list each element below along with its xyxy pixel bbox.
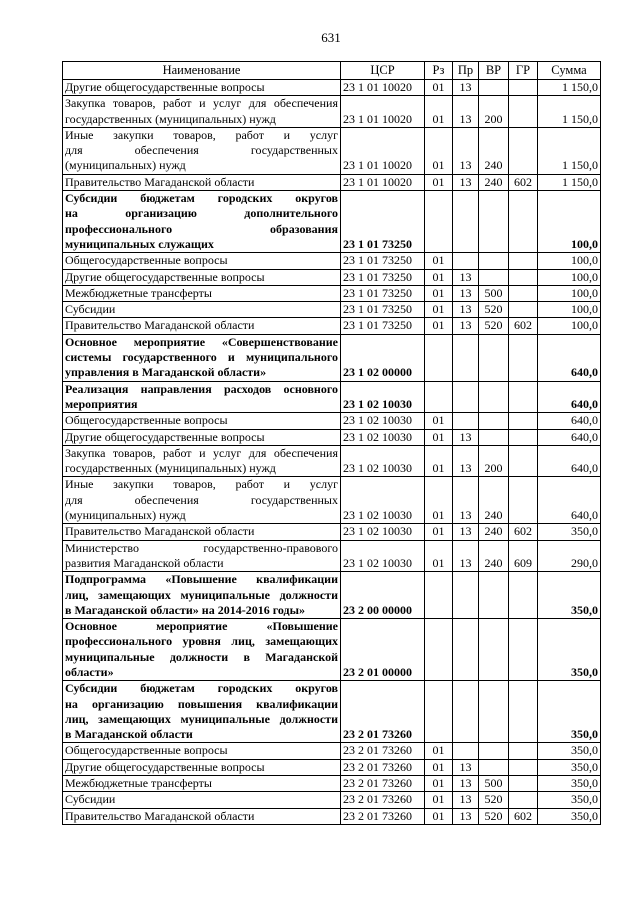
gr-cell (509, 381, 538, 413)
csr-cell: 23 2 01 73260 (341, 792, 425, 808)
gr-cell: 602 (509, 174, 538, 190)
gr-cell (509, 80, 538, 96)
header-rz: Рз (425, 62, 453, 80)
sum-cell: 350,0 (538, 808, 601, 824)
gr-cell (509, 743, 538, 759)
rz-cell: 01 (425, 776, 453, 792)
csr-cell: 23 2 01 00000 (341, 619, 425, 681)
table-row (63, 302, 601, 318)
gr-cell (509, 127, 538, 174)
rz-cell: 01 (425, 743, 453, 759)
table-row (63, 808, 601, 824)
rz-cell (425, 191, 453, 253)
gr-cell (509, 681, 538, 743)
sum-cell: 1 150,0 (538, 80, 601, 96)
vr-cell (479, 743, 509, 759)
rz-cell: 01 (425, 759, 453, 775)
gr-cell (509, 413, 538, 429)
name-cell: Субсидии бюджетам городских округов на организацию дополнительного профессионального образования муниципальных служащих (63, 191, 341, 253)
name-cell: Министерство государственно-правового развития Магаданской области (63, 540, 341, 572)
name-cell: Другие общегосударственные вопросы (63, 269, 341, 285)
rz-cell: 01 (425, 80, 453, 96)
vr-cell: 240 (479, 477, 509, 524)
sum-cell: 100,0 (538, 191, 601, 253)
pr-cell (453, 413, 479, 429)
csr-cell: 23 1 02 10030 (341, 413, 425, 429)
csr-cell: 23 2 00 00000 (341, 572, 425, 619)
pr-cell: 13 (453, 285, 479, 301)
header-name: Наименование (63, 62, 341, 80)
pr-cell: 13 (453, 540, 479, 572)
vr-cell (479, 381, 509, 413)
vr-cell: 240 (479, 174, 509, 190)
name-cell: Иные закупки товаров, работ и услуг для обеспечения государственных (муниципальных) нужд (63, 477, 341, 524)
csr-cell: 23 1 01 10020 (341, 96, 425, 128)
header-row (63, 62, 601, 80)
sum-cell: 100,0 (538, 318, 601, 334)
sum-cell: 350,0 (538, 776, 601, 792)
vr-cell: 200 (479, 96, 509, 128)
rz-cell: 01 (425, 318, 453, 334)
vr-cell: 240 (479, 127, 509, 174)
pr-cell: 13 (453, 792, 479, 808)
sum-cell: 640,0 (538, 429, 601, 445)
csr-cell: 23 2 01 73260 (341, 743, 425, 759)
table-row (63, 759, 601, 775)
pr-cell: 13 (453, 524, 479, 540)
name-cell: Другие общегосударственные вопросы (63, 80, 341, 96)
table-row (63, 540, 601, 572)
rz-cell (425, 334, 453, 381)
pr-cell: 13 (453, 477, 479, 524)
pr-cell (453, 743, 479, 759)
sum-cell: 100,0 (538, 269, 601, 285)
table-row (63, 269, 601, 285)
csr-cell: 23 2 01 73260 (341, 776, 425, 792)
name-cell: Другие общегосударственные вопросы (63, 759, 341, 775)
sum-cell: 640,0 (538, 445, 601, 477)
name-cell: Общегосударственные вопросы (63, 743, 341, 759)
table-row (63, 524, 601, 540)
name-cell: Правительство Магаданской области (63, 808, 341, 824)
csr-cell: 23 2 01 73260 (341, 808, 425, 824)
rz-cell: 01 (425, 174, 453, 190)
rz-cell: 01 (425, 540, 453, 572)
sum-cell: 350,0 (538, 759, 601, 775)
vr-cell: 520 (479, 808, 509, 824)
sum-cell: 350,0 (538, 524, 601, 540)
pr-cell: 13 (453, 808, 479, 824)
gr-cell (509, 96, 538, 128)
pr-cell: 13 (453, 445, 479, 477)
rz-cell (425, 681, 453, 743)
table-row (63, 572, 601, 619)
sum-cell: 350,0 (538, 619, 601, 681)
table-header (63, 62, 601, 80)
gr-cell (509, 759, 538, 775)
table-row (63, 681, 601, 743)
table-row (63, 334, 601, 381)
header-pr: Пр (453, 62, 479, 80)
gr-cell (509, 269, 538, 285)
vr-cell: 520 (479, 792, 509, 808)
name-cell: Правительство Магаданской области (63, 318, 341, 334)
rz-cell: 01 (425, 445, 453, 477)
sum-cell: 640,0 (538, 334, 601, 381)
name-cell: Правительство Магаданской области (63, 174, 341, 190)
vr-cell: 240 (479, 524, 509, 540)
name-cell: Иные закупки товаров, работ и услуг для обеспечения государственных (муниципальных) нужд (63, 127, 341, 174)
sum-cell: 100,0 (538, 302, 601, 318)
vr-cell (479, 429, 509, 445)
name-cell: Субсидии (63, 792, 341, 808)
csr-cell: 23 1 02 10030 (341, 381, 425, 413)
name-cell: Правительство Магаданской области (63, 524, 341, 540)
gr-cell (509, 302, 538, 318)
rz-cell: 01 (425, 253, 453, 269)
pr-cell: 13 (453, 318, 479, 334)
table-row (63, 413, 601, 429)
rz-cell: 01 (425, 413, 453, 429)
sum-cell: 350,0 (538, 792, 601, 808)
gr-cell (509, 253, 538, 269)
pr-cell: 13 (453, 80, 479, 96)
pr-cell (453, 619, 479, 681)
table-row (63, 174, 601, 190)
sum-cell: 350,0 (538, 572, 601, 619)
pr-cell: 13 (453, 127, 479, 174)
vr-cell (479, 334, 509, 381)
name-cell: Общегосударственные вопросы (63, 413, 341, 429)
header-vr: ВР (479, 62, 509, 80)
table-row (63, 127, 601, 174)
sum-cell: 350,0 (538, 743, 601, 759)
gr-cell (509, 792, 538, 808)
rz-cell: 01 (425, 96, 453, 128)
csr-cell: 23 1 02 10030 (341, 445, 425, 477)
vr-cell (479, 619, 509, 681)
table-row (63, 285, 601, 301)
pr-cell (453, 381, 479, 413)
table-row (63, 429, 601, 445)
rz-cell: 01 (425, 808, 453, 824)
sum-cell: 1 150,0 (538, 174, 601, 190)
pr-cell: 13 (453, 429, 479, 445)
rz-cell: 01 (425, 127, 453, 174)
rz-cell (425, 381, 453, 413)
csr-cell: 23 1 01 73250 (341, 191, 425, 253)
table-row (63, 381, 601, 413)
gr-cell (509, 776, 538, 792)
vr-cell: 500 (479, 776, 509, 792)
pr-cell (453, 253, 479, 269)
sum-cell: 640,0 (538, 413, 601, 429)
sum-cell: 100,0 (538, 285, 601, 301)
csr-cell: 23 1 02 10030 (341, 429, 425, 445)
rz-cell: 01 (425, 269, 453, 285)
name-cell: Основное мероприятие «Повышение профессионального уровня лиц, замещающих муниципальные должности в Магаданской области» (63, 619, 341, 681)
name-cell: Закупка товаров, работ и услуг для обеспечения государственных (муниципальных) нужд (63, 96, 341, 128)
header-gr: ГР (509, 62, 538, 80)
gr-cell (509, 619, 538, 681)
name-cell: Межбюджетные трансферты (63, 776, 341, 792)
csr-cell: 23 1 01 73250 (341, 318, 425, 334)
sum-cell: 350,0 (538, 681, 601, 743)
rz-cell: 01 (425, 477, 453, 524)
table-row (63, 96, 601, 128)
vr-cell (479, 759, 509, 775)
vr-cell (479, 572, 509, 619)
gr-cell (509, 285, 538, 301)
sum-cell: 290,0 (538, 540, 601, 572)
vr-cell (479, 681, 509, 743)
csr-cell: 23 2 01 73260 (341, 759, 425, 775)
csr-cell: 23 1 02 00000 (341, 334, 425, 381)
gr-cell (509, 429, 538, 445)
pr-cell (453, 191, 479, 253)
gr-cell (509, 334, 538, 381)
pr-cell: 13 (453, 96, 479, 128)
gr-cell (509, 477, 538, 524)
gr-cell: 609 (509, 540, 538, 572)
table-row (63, 191, 601, 253)
rz-cell: 01 (425, 429, 453, 445)
vr-cell (479, 253, 509, 269)
vr-cell: 500 (479, 285, 509, 301)
pr-cell (453, 334, 479, 381)
vr-cell: 520 (479, 318, 509, 334)
gr-cell (509, 572, 538, 619)
pr-cell: 13 (453, 302, 479, 318)
header-csr: ЦСР (341, 62, 425, 80)
csr-cell: 23 1 01 73250 (341, 253, 425, 269)
csr-cell: 23 1 02 10030 (341, 540, 425, 572)
pr-cell: 13 (453, 269, 479, 285)
name-cell: Субсидии бюджетам городских округов на организацию повышения квалификации лиц, замещающих муниципальные должности в Магаданской области (63, 681, 341, 743)
csr-cell: 23 1 01 10020 (341, 127, 425, 174)
name-cell: Закупка товаров, работ и услуг для обеспечения государственных (муниципальных) нужд (63, 445, 341, 477)
csr-cell: 23 1 01 73250 (341, 269, 425, 285)
name-cell: Подпрограмма «Повышение квалификации лиц, замещающих муниципальные должности в Магаданской области» на 2014-2016 годы» (63, 572, 341, 619)
vr-cell (479, 413, 509, 429)
rz-cell: 01 (425, 524, 453, 540)
csr-cell: 23 1 02 10030 (341, 477, 425, 524)
rz-cell (425, 619, 453, 681)
table-row (63, 253, 601, 269)
table-row (63, 619, 601, 681)
gr-cell (509, 445, 538, 477)
table-row (63, 776, 601, 792)
table-row (63, 792, 601, 808)
gr-cell (509, 191, 538, 253)
budget-table (62, 61, 601, 825)
vr-cell (479, 191, 509, 253)
pr-cell (453, 572, 479, 619)
gr-cell: 602 (509, 524, 538, 540)
table-body (63, 80, 601, 825)
csr-cell: 23 1 01 10020 (341, 80, 425, 96)
vr-cell: 520 (479, 302, 509, 318)
csr-cell: 23 1 01 73250 (341, 285, 425, 301)
header-sum: Сумма (538, 62, 601, 80)
name-cell: Субсидии (63, 302, 341, 318)
name-cell: Другие общегосударственные вопросы (63, 429, 341, 445)
rz-cell: 01 (425, 285, 453, 301)
sum-cell: 640,0 (538, 381, 601, 413)
csr-cell: 23 2 01 73260 (341, 681, 425, 743)
sum-cell: 640,0 (538, 477, 601, 524)
gr-cell: 602 (509, 808, 538, 824)
sum-cell: 100,0 (538, 253, 601, 269)
table-row (63, 477, 601, 524)
name-cell: Межбюджетные трансферты (63, 285, 341, 301)
table-row (63, 80, 601, 96)
rz-cell: 01 (425, 792, 453, 808)
vr-cell (479, 269, 509, 285)
rz-cell: 01 (425, 302, 453, 318)
vr-cell: 240 (479, 540, 509, 572)
sum-cell: 1 150,0 (538, 96, 601, 128)
gr-cell: 602 (509, 318, 538, 334)
sum-cell: 1 150,0 (538, 127, 601, 174)
name-cell: Реализация направления расходов основного мероприятия (63, 381, 341, 413)
pr-cell: 13 (453, 759, 479, 775)
csr-cell: 23 1 02 10030 (341, 524, 425, 540)
csr-cell: 23 1 01 10020 (341, 174, 425, 190)
page-number: 631 (321, 30, 341, 45)
pr-cell: 13 (453, 776, 479, 792)
name-cell: Общегосударственные вопросы (63, 253, 341, 269)
table-row (63, 445, 601, 477)
pr-cell: 13 (453, 174, 479, 190)
pr-cell (453, 681, 479, 743)
table-row (63, 743, 601, 759)
vr-cell (479, 80, 509, 96)
csr-cell: 23 1 01 73250 (341, 302, 425, 318)
name-cell: Основное мероприятие «Совершенствование системы государственного и муниципального управления в Магаданской области» (63, 334, 341, 381)
vr-cell: 200 (479, 445, 509, 477)
table-row (63, 318, 601, 334)
rz-cell (425, 572, 453, 619)
